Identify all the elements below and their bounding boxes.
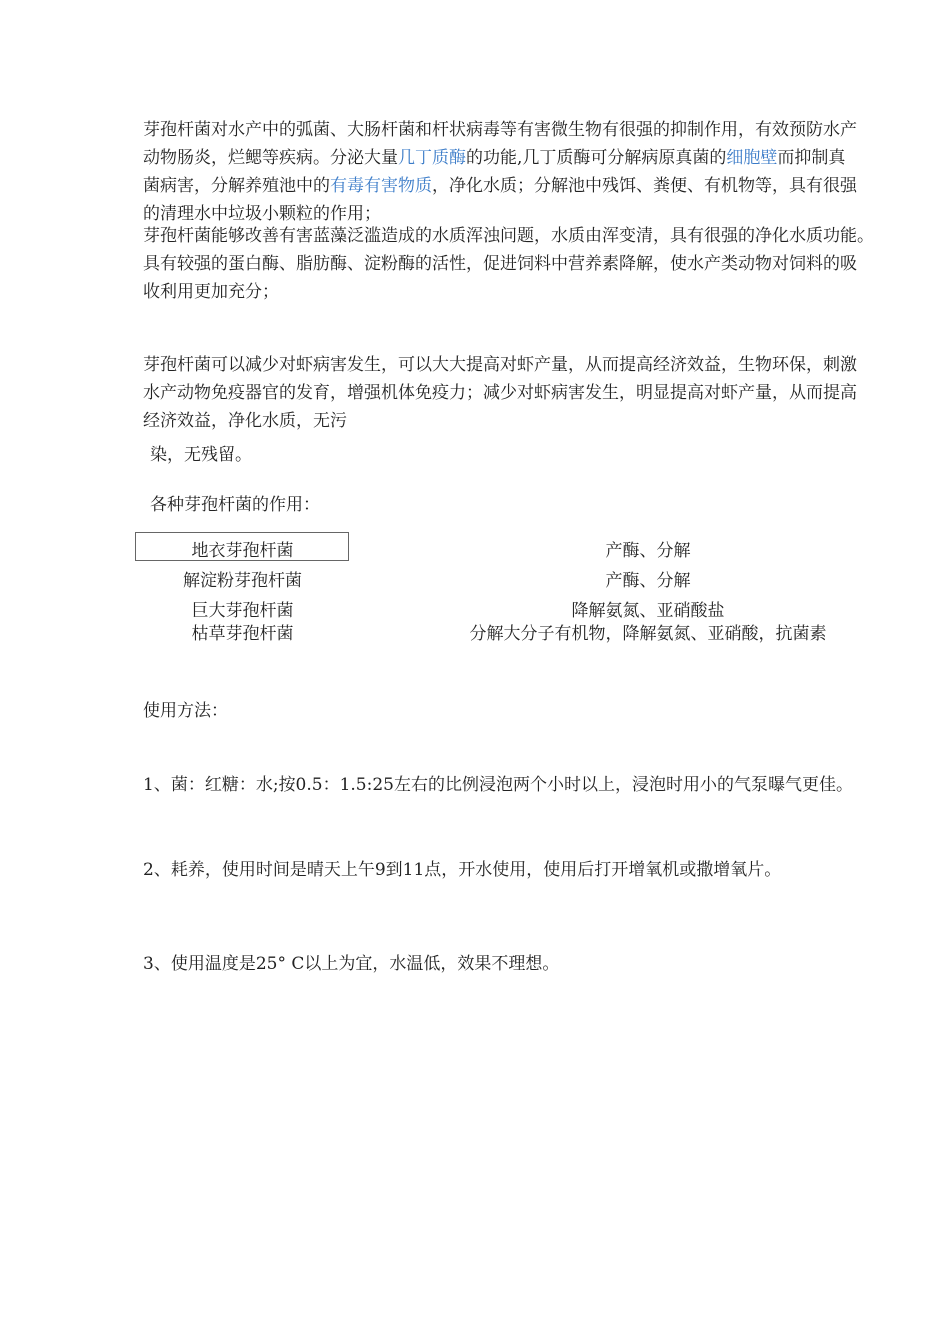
paragraph-shrimp-yield [143, 351, 950, 435]
text-run: 的功能,几丁质酶可分解病原真菌的 [466, 148, 727, 168]
table-cell-effect: 分解大分子有机物，降解氨氮、亚硝酸，抗菌素 [469, 624, 827, 644]
paragraph-line [143, 172, 950, 200]
paragraph-bacillus-pathogen-control [143, 116, 950, 228]
table-cell-name: 解淀粉芽孢杆菌 [183, 571, 302, 591]
table-cell-effect: 降解氨氮、亚硝酸盐 [571, 601, 725, 621]
table-cell-effect: 产酶、分解 [605, 571, 691, 591]
paragraph-line: 水产动物免疫器官的发育，增强机体免疫力；减少对虾病害发生，明显提高对虾产量，从而提高 [143, 383, 857, 403]
table-cell-name: 地衣芽孢杆菌 [191, 541, 294, 561]
usage-step-2: 2、耗养，使用时间是晴天上午9到11点，开水使用，使用后打开增氧机或撒增氧片。 [143, 860, 782, 880]
usage-title: 使用方法： [143, 701, 228, 721]
table-cell-name: 巨大芽孢杆菌 [191, 601, 294, 621]
table-cell-name: 枯草芽孢杆菌 [191, 624, 294, 644]
paragraph-line: 染，无残留。 [150, 445, 252, 465]
paragraph-line: 收利用更加充分； [143, 282, 279, 302]
text-run: 而抑制真 [777, 148, 846, 168]
link-chitinase[interactable]: 几丁质酶 [398, 148, 466, 168]
paragraph-line: 的清理水中垃圾小颗粒的作用； [143, 204, 381, 224]
paragraph-line: 经济效益，净化水质，无污 [143, 411, 347, 431]
paragraph-line: 芽孢杆菌对水产中的弧菌、大肠杆菌和杆状病毒等有害微生物有很强的抑制作用，有效预防水产 [143, 120, 857, 140]
usage-step-1: 1、菌：红糖：水;按0.5：1.5:25左右的比例浸泡两个小时以上，浸泡时用小的气泵曝气更佳。 [143, 775, 853, 795]
paragraph-line: 具有较强的蛋白酶、脂肪酶、淀粉酶的活性，促进饲料中营养素降解，使水产类动物对饲料的吸 [143, 254, 857, 274]
usage-step-3: 3、使用温度是25° C以上为宜，水温低，效果不理想。 [143, 954, 560, 974]
text-run: 菌病害，分解养殖池中的 [143, 176, 330, 196]
paragraph-line: 芽孢杆菌能够改善有害蓝藻泛滥造成的水质浑浊问题，水质由浑变清，具有很强的净化水质功能。 [143, 226, 874, 246]
text-run: ，净化水质；分解池中残饵、粪便、有机物等，具有很强 [432, 176, 857, 196]
link-toxic-substances[interactable]: 有毒有害物质 [330, 176, 432, 196]
paragraph-water-purification [143, 222, 950, 306]
link-cell-wall[interactable]: 细胞壁 [726, 148, 778, 168]
text-run: 动物肠炎，烂鳃等疾病。分泌大量 [143, 148, 398, 168]
table-cell-effect: 产酶、分解 [605, 541, 691, 561]
paragraph-line [143, 144, 950, 172]
table-title: 各种芽孢杆菌的作用： [150, 495, 320, 515]
paragraph-line: 芽孢杆菌可以减少对虾病害发生，可以大大提高对虾产量，从而提高经济效益，生物环保，刺激 [143, 355, 857, 375]
